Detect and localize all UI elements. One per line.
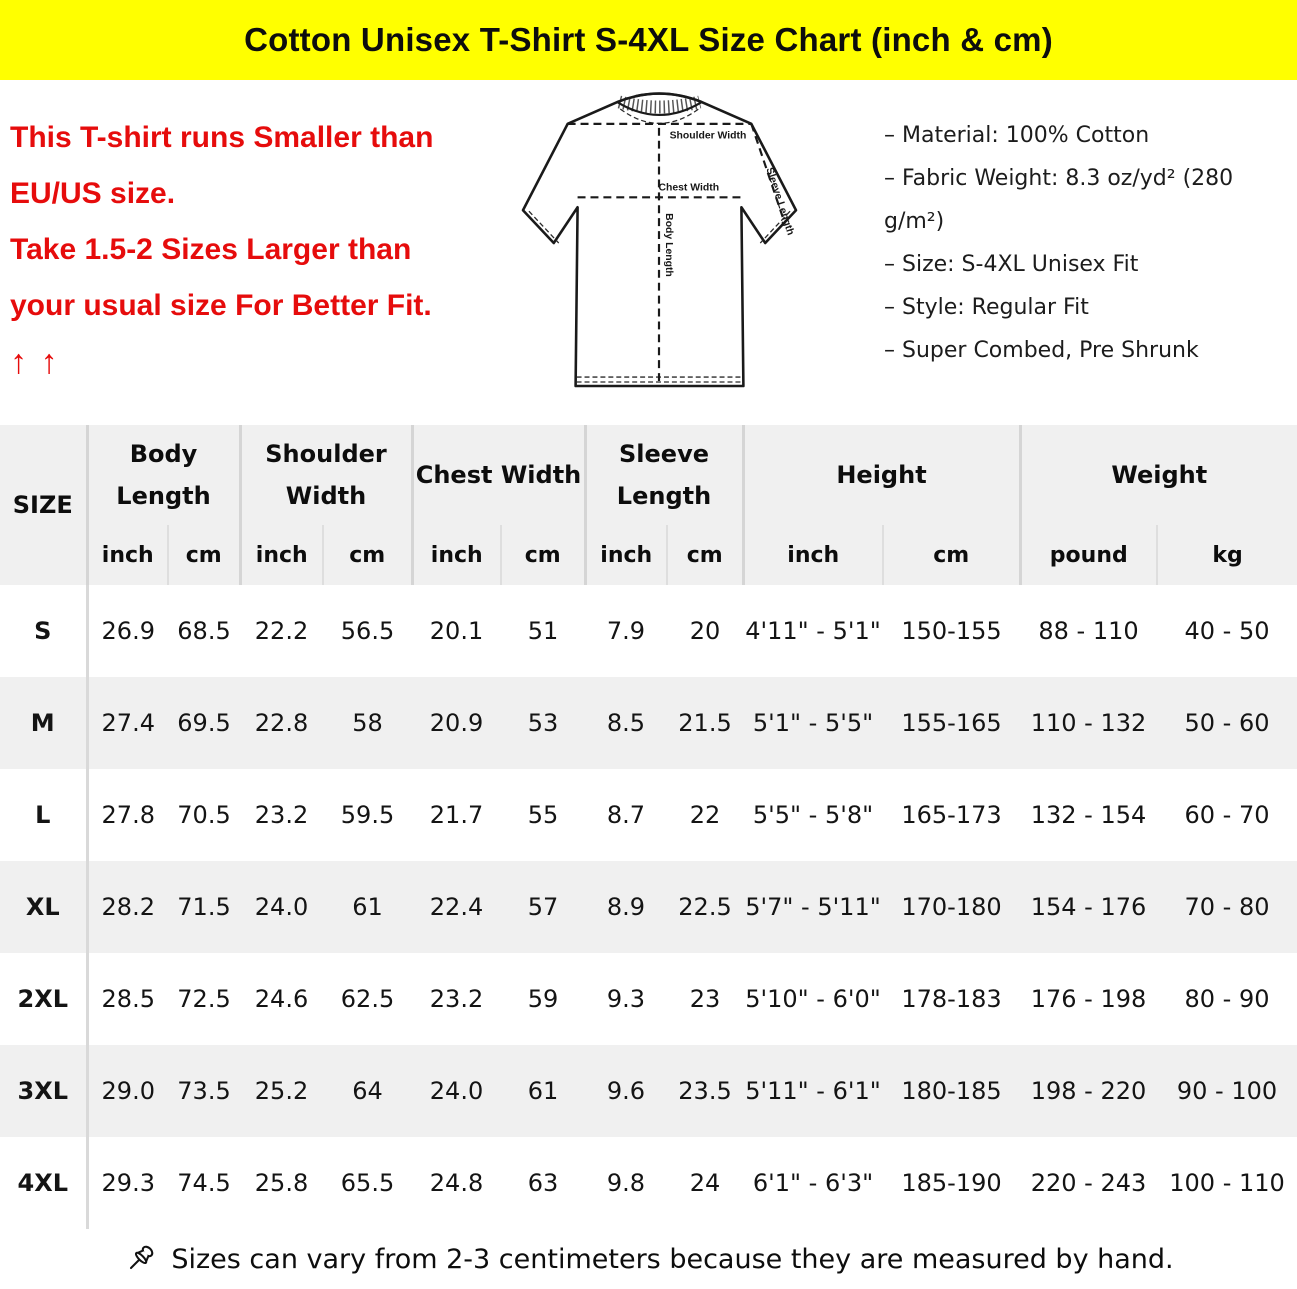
table-cell: 53 [527, 709, 559, 737]
notice-line: Take 1.5-2 Sizes Larger than [10, 233, 412, 266]
table-row [0, 861, 1297, 953]
table-cell: 5'1" - 5'5" [752, 709, 874, 737]
table-row [0, 1137, 1297, 1229]
column-header-chest-width: Chest Width [412, 425, 585, 525]
table-row [0, 953, 1297, 1045]
unit-header: kg [1157, 525, 1297, 585]
table-cell: 155-165 [901, 709, 1002, 737]
table-cell: 8.7 [606, 801, 646, 829]
intro-section [0, 80, 1297, 425]
table-cell: 61 [527, 1077, 559, 1105]
table-cell: 198 - 220 [1030, 1077, 1147, 1105]
fit-notice [10, 110, 515, 390]
table-cell: 59.5 [340, 801, 395, 829]
table-cell: 71.5 [177, 893, 231, 921]
table-cell: 6'1" - 6'3" [752, 1169, 874, 1197]
table-cell: 178-183 [901, 985, 1002, 1013]
table-cell: 22 [689, 801, 721, 829]
table-cell: 5'11" - 6'1" [745, 1077, 881, 1105]
table-cell: 62.5 [340, 985, 395, 1013]
table-cell: 69.5 [177, 709, 231, 737]
table-cell: 24.0 [254, 893, 309, 921]
table-cell: 57 [527, 893, 559, 921]
size-chart-table [0, 425, 1297, 1229]
column-header-shoulder-width: Shoulder Width [240, 425, 412, 525]
table-cell: 100 - 110 [1169, 1169, 1285, 1197]
spec-line: – Super Combed, Pre Shrunk [884, 338, 1199, 363]
shoulder-width-label: Shoulder Width [669, 130, 747, 142]
table-cell: 20 [689, 617, 721, 645]
chest-width-label: Chest Width [658, 182, 720, 194]
table-cell: 24 [689, 1169, 721, 1197]
table-cell: 22.5 [678, 893, 732, 921]
sleeve-length-label: Sleeve Length [763, 166, 796, 237]
table-cell: 185-190 [901, 1169, 1002, 1197]
size-cell: L [0, 769, 87, 861]
table-cell: 74.5 [177, 1169, 231, 1197]
table-cell: 28.5 [101, 985, 155, 1013]
unit-header: inch [87, 525, 168, 585]
column-header-size: SIZE [0, 425, 87, 585]
unit-header: cm [667, 525, 743, 585]
unit-header: inch [240, 525, 323, 585]
table-cell: 73.5 [177, 1077, 231, 1105]
size-cell: 4XL [0, 1137, 87, 1229]
size-cell: XL [0, 861, 87, 953]
table-cell: 4'11" - 5'1" [745, 617, 881, 645]
spec-line: – Style: Regular Fit [884, 295, 1089, 320]
size-cell: 2XL [0, 953, 87, 1045]
unit-header: inch [585, 525, 667, 585]
table-cell: 61 [352, 893, 383, 921]
table-cell: 150-155 [901, 617, 1002, 645]
column-header-weight: Weight [1020, 425, 1297, 525]
table-cell: 7.9 [606, 617, 646, 645]
table-cell: 25.8 [254, 1169, 309, 1197]
table-cell: 24.8 [429, 1169, 484, 1197]
unit-header: inch [412, 525, 501, 585]
table-cell: 60 - 70 [1184, 801, 1270, 829]
page-title: Cotton Unisex T-Shirt S-4XL Size Chart (inch & cm) [244, 21, 1053, 58]
notice-line: EU/US size. [10, 177, 176, 210]
notice-line: your usual size For Better Fit. [10, 289, 432, 322]
spec-line: – Size: S-4XL Unisex Fit [884, 252, 1139, 277]
table-cell: 23.2 [429, 985, 484, 1013]
table-cell: 22.4 [429, 893, 484, 921]
table-cell: 165-173 [901, 801, 1002, 829]
tshirt-measurement-diagram [520, 88, 798, 400]
size-cell: S [0, 585, 87, 677]
table-cell: 80 - 90 [1184, 985, 1270, 1013]
table-cell: 70.5 [177, 801, 231, 829]
table-cell: 29.3 [101, 1169, 155, 1197]
hand-measure-note [0, 1229, 1297, 1289]
unit-header: cm [883, 525, 1020, 585]
table-cell: 23.2 [254, 801, 309, 829]
table-cell: 51 [527, 617, 559, 645]
table-cell: 22.8 [254, 709, 309, 737]
table-cell: 132 - 154 [1030, 801, 1147, 829]
table-row [0, 677, 1297, 769]
table-row [0, 1045, 1297, 1137]
table-cell: 8.5 [606, 709, 646, 737]
table-cell: 50 - 60 [1184, 709, 1270, 737]
pushpin-icon [123, 1242, 157, 1276]
spec-line: g/m²) [884, 209, 945, 234]
body-length-label: Body Length [662, 213, 674, 277]
table-cell: 56.5 [340, 617, 395, 645]
table-cell: 8.9 [606, 893, 646, 921]
table-cell: 220 - 243 [1030, 1169, 1147, 1197]
table-cell: 24.0 [429, 1077, 484, 1105]
unit-header: pound [1020, 525, 1157, 585]
table-cell: 40 - 50 [1184, 617, 1270, 645]
table-cell: 9.6 [606, 1077, 646, 1105]
spec-line: – Material: 100% Cotton [884, 123, 1150, 148]
table-cell: 27.8 [101, 801, 155, 829]
table-cell: 64 [352, 1077, 383, 1105]
size-cell: 3XL [0, 1045, 87, 1137]
title-banner [0, 0, 1297, 80]
table-cell: 90 - 100 [1176, 1077, 1278, 1105]
up-arrows-icon: ↑ ↑ [10, 343, 60, 381]
table-cell: 28.2 [101, 893, 155, 921]
table-cell: 21.5 [678, 709, 732, 737]
table-cell: 23.5 [678, 1077, 732, 1105]
column-header-height: Height [743, 425, 1020, 525]
table-cell: 170-180 [901, 893, 1002, 921]
notice-line: This T-shirt runs Smaller than [10, 121, 434, 154]
table-cell: 24.6 [254, 985, 309, 1013]
spec-line: – Fabric Weight: 8.3 oz/yd² (280 [884, 166, 1234, 191]
table-cell: 26.9 [101, 617, 155, 645]
unit-header: cm [501, 525, 585, 585]
table-cell: 110 - 132 [1030, 709, 1147, 737]
table-cell: 68.5 [177, 617, 231, 645]
table-cell: 29.0 [101, 1077, 155, 1105]
column-header-body-length: Body Length [87, 425, 240, 525]
table-cell: 55 [527, 801, 559, 829]
table-cell: 21.7 [429, 801, 484, 829]
size-cell: M [0, 677, 87, 769]
table-cell: 176 - 198 [1030, 985, 1147, 1013]
table-cell: 20.1 [429, 617, 484, 645]
table-cell: 72.5 [177, 985, 231, 1013]
table-cell: 58 [352, 709, 383, 737]
column-header-sleeve-length: Sleeve Length [585, 425, 743, 525]
table-cell: 65.5 [340, 1169, 395, 1197]
unit-header: cm [323, 525, 412, 585]
table-cell: 27.4 [101, 709, 155, 737]
note-text: Sizes can vary from 2-3 centimeters because they are measured by hand. [171, 1243, 1174, 1275]
table-cell: 5'5" - 5'8" [752, 801, 874, 829]
table-cell: 23 [689, 985, 721, 1013]
table-cell: 20.9 [429, 709, 484, 737]
table-cell: 70 - 80 [1184, 893, 1270, 921]
table-cell: 63 [527, 1169, 559, 1197]
table-cell: 25.2 [254, 1077, 309, 1105]
table-cell: 88 - 110 [1038, 617, 1139, 645]
table-cell: 5'7" - 5'11" [745, 893, 881, 921]
unit-header: cm [168, 525, 240, 585]
table-cell: 9.3 [606, 985, 646, 1013]
table-cell: 9.8 [606, 1169, 646, 1197]
table-row [0, 585, 1297, 677]
unit-header: inch [743, 525, 883, 585]
table-row [0, 769, 1297, 861]
table-cell: 154 - 176 [1030, 893, 1147, 921]
table-cell: 22.2 [254, 617, 309, 645]
table-cell: 59 [527, 985, 559, 1013]
table-cell: 180-185 [901, 1077, 1002, 1105]
table-cell: 5'10" - 6'0" [745, 985, 881, 1013]
product-specs [884, 114, 1289, 372]
